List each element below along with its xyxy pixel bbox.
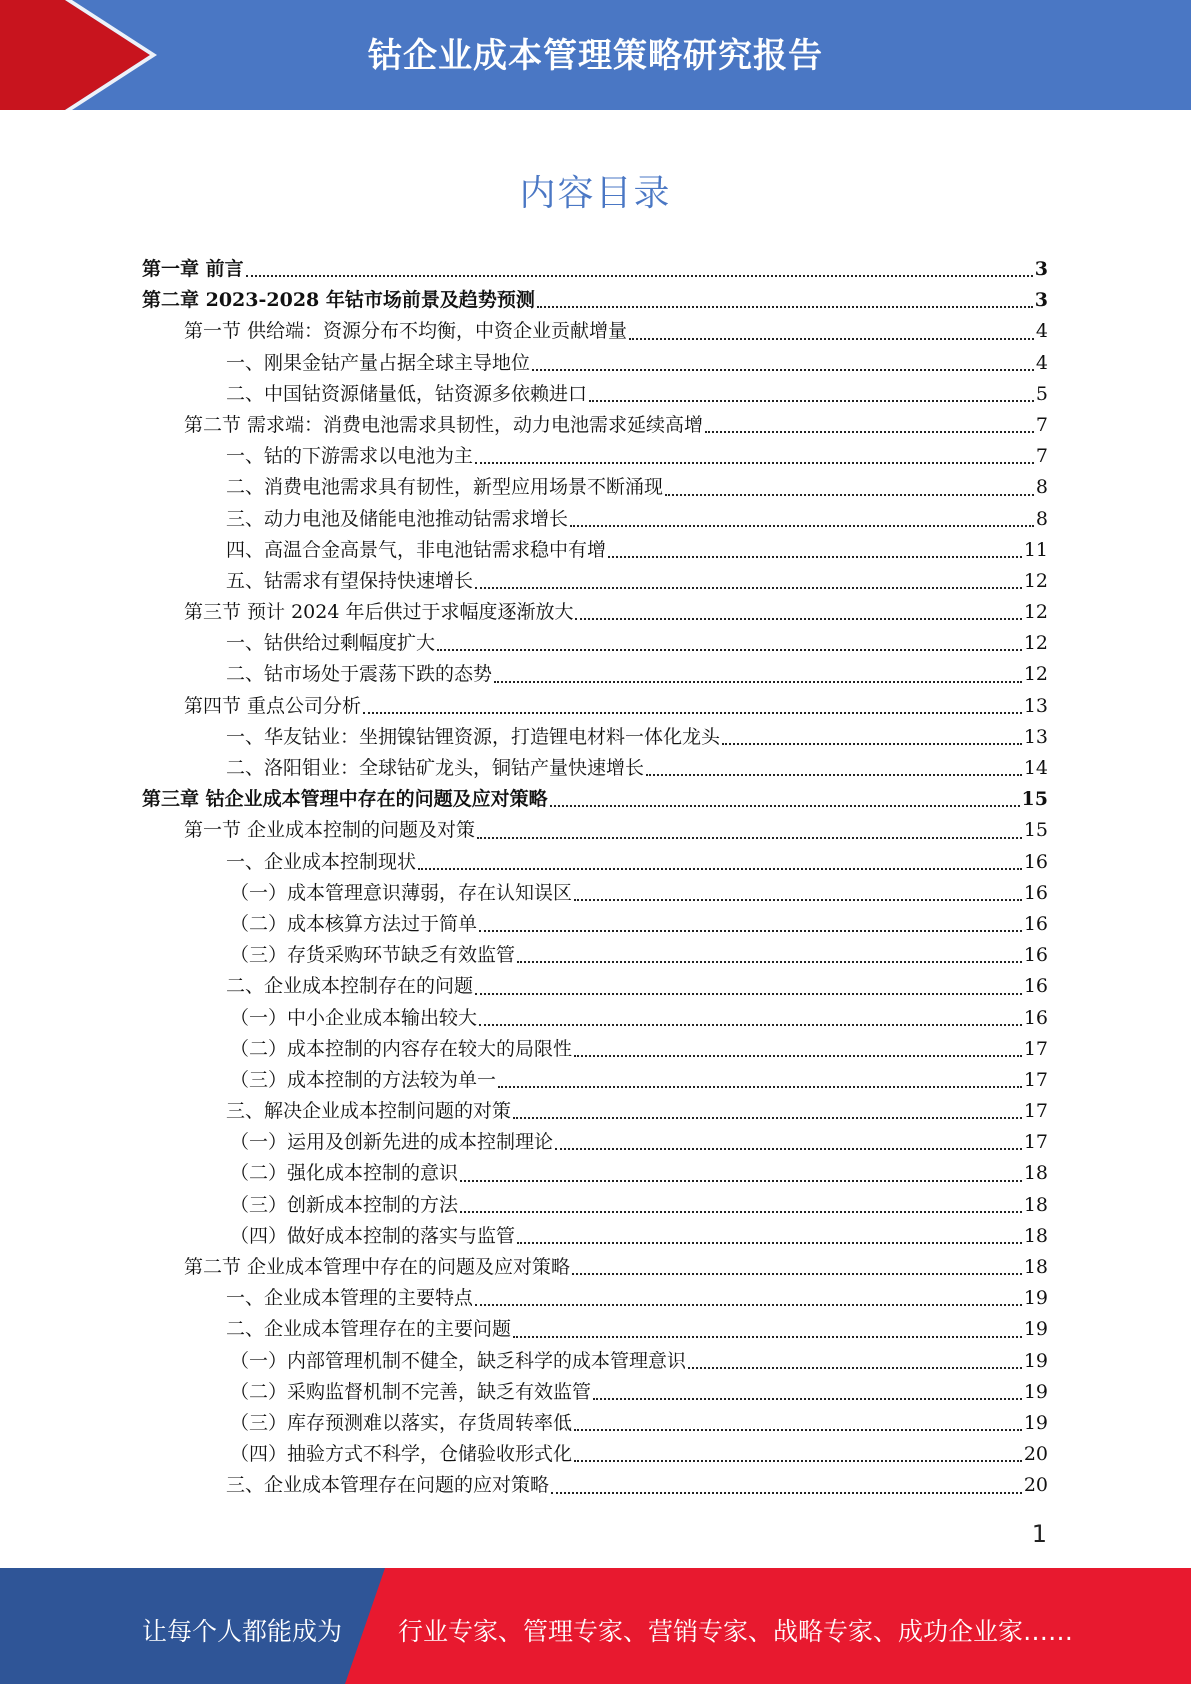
toc-entry-page: 18 bbox=[1023, 1162, 1048, 1185]
toc-entry-title: （三）存货采购环节缺乏有效监管 bbox=[230, 944, 516, 967]
toc-entry[interactable] bbox=[142, 348, 1048, 379]
toc-entry-title: 二、消费电池需求具有韧性，新型应用场景不断涌现 bbox=[226, 476, 664, 499]
toc-entry[interactable] bbox=[142, 971, 1048, 1002]
toc-entry-title: 第二章 2023-2028 年钴市场前景及趋势预测 bbox=[142, 289, 535, 312]
footer-slogan-left: 让每个人都能成为 bbox=[142, 1617, 343, 1646]
toc-leader-dots bbox=[537, 306, 1033, 308]
toc-entry[interactable] bbox=[142, 535, 1048, 566]
toc-entry-page: 19 bbox=[1023, 1318, 1048, 1341]
toc-leader-dots bbox=[629, 338, 1034, 340]
toc-leader-dots bbox=[575, 618, 1021, 620]
toc-leader-dots bbox=[479, 930, 1022, 932]
toc-entry-page: 14 bbox=[1023, 757, 1048, 779]
toc-entry[interactable] bbox=[142, 628, 1048, 659]
toc-leader-dots bbox=[498, 1086, 1022, 1088]
toc-leader-dots bbox=[475, 462, 1034, 464]
toc-entry[interactable] bbox=[142, 1034, 1048, 1065]
toc-entry-page: 12 bbox=[1023, 569, 1048, 592]
toc-entry[interactable] bbox=[142, 254, 1048, 285]
toc-entry[interactable] bbox=[142, 691, 1048, 722]
toc-entry-page: 8 bbox=[1035, 507, 1048, 530]
toc-entry-page: 17 bbox=[1023, 1131, 1048, 1154]
toc-leader-dots bbox=[551, 1492, 1022, 1494]
toc-entry-page: 13 bbox=[1023, 694, 1048, 717]
toc-entry-page: 19 bbox=[1023, 1411, 1048, 1434]
toc-entry-page: 16 bbox=[1023, 850, 1048, 873]
toc-entry[interactable] bbox=[142, 847, 1048, 878]
toc-leader-dots bbox=[550, 805, 1020, 807]
toc-leader-dots bbox=[705, 431, 1034, 433]
toc-entry-title: 第三节 预计 2024 年后供过于求幅度逐渐放大 bbox=[184, 601, 574, 624]
toc-entry[interactable] bbox=[142, 1158, 1048, 1189]
toc-leader-dots bbox=[418, 868, 1022, 870]
toc-entry[interactable] bbox=[142, 1377, 1048, 1408]
table-of-contents bbox=[142, 254, 1048, 1502]
toc-entry[interactable] bbox=[142, 316, 1048, 347]
toc-leader-dots bbox=[570, 525, 1034, 527]
toc-leader-dots bbox=[589, 400, 1034, 402]
toc-entry-title: 一、企业成本管理的主要特点 bbox=[226, 1287, 474, 1310]
toc-leader-dots bbox=[475, 993, 1022, 995]
toc-leader-dots bbox=[479, 1024, 1022, 1026]
toc-entry-page: 19 bbox=[1023, 1287, 1048, 1310]
toc-entry-page: 18 bbox=[1023, 1193, 1048, 1216]
toc-entry[interactable] bbox=[142, 1127, 1048, 1158]
toc-entry-title: 二、企业成本管理存在的主要问题 bbox=[226, 1318, 512, 1341]
toc-entry[interactable] bbox=[142, 1252, 1048, 1283]
toc-entry-title: （三）库存预测难以落实，存货周转率低 bbox=[230, 1411, 573, 1434]
toc-entry[interactable] bbox=[142, 566, 1048, 597]
toc-entry[interactable] bbox=[142, 1439, 1048, 1470]
toc-entry[interactable] bbox=[142, 909, 1048, 940]
toc-entry-page: 16 bbox=[1023, 912, 1048, 935]
toc-leader-dots bbox=[494, 681, 1022, 683]
toc-entry-title: 一、钴的下游需求以电池为主 bbox=[226, 445, 474, 468]
toc-entry-title: （一）中小企业成本输出较大 bbox=[230, 1006, 478, 1029]
toc-entry[interactable] bbox=[142, 1065, 1048, 1096]
toc-entry-page: 13 bbox=[1023, 725, 1048, 748]
toc-entry-title: 二、洛阳钼业：全球钴矿龙头，铜钴产量快速增长 bbox=[226, 757, 645, 779]
toc-entry-title: 三、企业成本管理存在问题的应对策略 bbox=[226, 1474, 550, 1497]
toc-leader-dots bbox=[517, 1242, 1022, 1244]
toc-leader-dots bbox=[574, 899, 1022, 901]
toc-entry[interactable] bbox=[142, 285, 1048, 316]
toc-entry-title: （三）创新成本控制的方法 bbox=[230, 1193, 459, 1216]
toc-entry-page: 3 bbox=[1034, 258, 1048, 280]
toc-entry-page: 18 bbox=[1023, 1224, 1048, 1247]
toc-entry[interactable] bbox=[142, 472, 1048, 503]
toc-leader-dots bbox=[513, 1117, 1022, 1119]
toc-entry-page: 4 bbox=[1035, 351, 1048, 374]
toc-entry-title: 第二节 企业成本管理中存在的问题及应对策略 bbox=[184, 1256, 571, 1278]
toc-entry-title: 第二节 需求端：消费电池需求具韧性，动力电池需求延续高增 bbox=[184, 413, 704, 436]
toc-leader-dots bbox=[532, 369, 1034, 371]
toc-entry-page: 4 bbox=[1035, 320, 1048, 343]
toc-entry-page: 7 bbox=[1035, 445, 1048, 468]
toc-entry[interactable] bbox=[142, 659, 1048, 690]
toc-entry[interactable] bbox=[142, 379, 1048, 410]
toc-leader-dots bbox=[475, 587, 1022, 589]
toc-entry-page: 20 bbox=[1023, 1474, 1048, 1497]
toc-leader-dots bbox=[574, 1429, 1022, 1431]
toc-leader-dots bbox=[437, 649, 1022, 651]
toc-entry-title: 第三章 钴企业成本管理中存在的问题及应对策略 bbox=[142, 788, 548, 811]
toc-leader-dots bbox=[688, 1367, 1022, 1369]
toc-entry-page: 7 bbox=[1035, 413, 1048, 436]
toc-leader-dots bbox=[460, 1180, 1022, 1182]
toc-entry-title: 一、刚果金钴产量占据全球主导地位 bbox=[226, 351, 531, 374]
toc-entry-title: 二、企业成本控制存在的问题 bbox=[226, 975, 474, 998]
toc-leader-dots bbox=[363, 712, 1022, 714]
toc-entry-title: （一）内部管理机制不健全，缺乏科学的成本管理意识 bbox=[230, 1349, 687, 1372]
report-title: 钴企业成本管理策略研究报告 bbox=[368, 36, 823, 76]
toc-leader-dots bbox=[475, 1304, 1022, 1306]
toc-leader-dots bbox=[646, 774, 1022, 776]
toc-entry[interactable] bbox=[142, 1003, 1048, 1034]
toc-entry-title: 一、华友钴业：坐拥镍钴锂资源，打造锂电材料一体化龙头 bbox=[226, 725, 721, 748]
toc-entry-page: 8 bbox=[1035, 476, 1048, 499]
toc-entry-title: 四、高温合金高景气，非电池钴需求稳中有增 bbox=[226, 538, 607, 561]
page-number: 1 bbox=[1031, 1520, 1047, 1548]
toc-entry-title: （一）运用及创新先进的成本控制理论 bbox=[230, 1131, 554, 1154]
toc-entry-page: 17 bbox=[1023, 1100, 1048, 1123]
toc-entry-title: 第一节 供给端：资源分布不均衡，中资企业贡献增量 bbox=[184, 320, 628, 343]
toc-entry-page: 16 bbox=[1023, 881, 1048, 904]
toc-entry[interactable] bbox=[142, 410, 1048, 441]
toc-entry[interactable] bbox=[142, 940, 1048, 971]
toc-entry-page: 19 bbox=[1023, 1380, 1048, 1403]
toc-entry-page: 15 bbox=[1021, 788, 1048, 811]
toc-leader-dots bbox=[477, 837, 1022, 839]
toc-entry-title: 第四节 重点公司分析 bbox=[184, 694, 362, 717]
toc-entry-title: 三、解决企业成本控制问题的对策 bbox=[226, 1100, 512, 1123]
toc-entry-page: 17 bbox=[1023, 1037, 1048, 1060]
toc-entry-title: 二、钴市场处于震荡下跌的态势 bbox=[226, 663, 493, 686]
toc-leader-dots bbox=[574, 1055, 1022, 1057]
toc-leader-dots bbox=[665, 494, 1034, 496]
footer-banner bbox=[0, 1568, 1191, 1684]
toc-entry[interactable] bbox=[142, 1408, 1048, 1439]
toc-entry-page: 12 bbox=[1023, 663, 1048, 686]
toc-entry-title: （三）成本控制的方法较为单一 bbox=[230, 1068, 497, 1091]
toc-entry[interactable] bbox=[142, 1314, 1048, 1345]
toc-entry[interactable] bbox=[142, 1190, 1048, 1221]
toc-entry[interactable] bbox=[142, 1283, 1048, 1314]
toc-entry-title: （四）抽验方式不科学，仓储验收形式化 bbox=[230, 1443, 573, 1466]
toc-entry[interactable] bbox=[142, 1346, 1048, 1377]
toc-entry-title: （二）成本控制的内容存在较大的局限性 bbox=[230, 1037, 573, 1060]
toc-entry[interactable] bbox=[142, 504, 1048, 535]
toc-entry-page: 5 bbox=[1035, 382, 1048, 405]
toc-entry-title: 第一节 企业成本控制的问题及对策 bbox=[184, 819, 476, 842]
toc-leader-dots bbox=[517, 961, 1022, 963]
toc-leader-dots bbox=[608, 556, 1022, 558]
toc-entry-title: （二）采购监督机制不完善，缺乏有效监管 bbox=[230, 1380, 592, 1403]
toc-leader-dots bbox=[593, 1398, 1022, 1400]
toc-entry-title: 二、中国钴资源储量低，钴资源多依赖进口 bbox=[226, 382, 588, 405]
toc-entry[interactable] bbox=[142, 815, 1048, 846]
toc-entry-page: 12 bbox=[1023, 601, 1048, 624]
toc-entry[interactable] bbox=[142, 722, 1048, 753]
toc-entry-title: （二）成本核算方法过于简单 bbox=[230, 912, 478, 935]
toc-entry-title: （四）做好成本控制的落实与监管 bbox=[230, 1224, 516, 1247]
toc-entry-title: 三、动力电池及储能电池推动钴需求增长 bbox=[226, 507, 569, 530]
toc-entry-page: 11 bbox=[1023, 538, 1048, 561]
header-banner bbox=[0, 0, 1191, 110]
toc-leader-dots bbox=[722, 743, 1022, 745]
toc-entry[interactable] bbox=[142, 1470, 1048, 1501]
toc-entry-page: 18 bbox=[1023, 1256, 1048, 1278]
toc-entry-page: 17 bbox=[1023, 1068, 1048, 1091]
toc-leader-dots bbox=[572, 1273, 1022, 1275]
footer-slogan-right: 行业专家、管理专家、营销专家、战略专家、成功企业家…… bbox=[398, 1617, 1074, 1646]
toc-entry-title: 第一章 前言 bbox=[142, 258, 244, 280]
toc-entry-title: （一）成本管理意识薄弱，存在认知误区 bbox=[230, 881, 573, 904]
toc-entry-page: 16 bbox=[1023, 975, 1048, 998]
toc-entry-page: 19 bbox=[1023, 1349, 1048, 1372]
toc-leader-dots bbox=[574, 1460, 1022, 1462]
toc-entry[interactable] bbox=[142, 878, 1048, 909]
toc-entry[interactable] bbox=[142, 597, 1048, 628]
toc-entry-page: 15 bbox=[1023, 819, 1048, 842]
toc-entry-page: 16 bbox=[1023, 944, 1048, 967]
toc-leader-dots bbox=[513, 1336, 1022, 1338]
toc-entry[interactable] bbox=[142, 1096, 1048, 1127]
toc-entry-page: 20 bbox=[1023, 1443, 1048, 1466]
toc-leader-dots bbox=[460, 1211, 1022, 1213]
toc-entry[interactable] bbox=[142, 441, 1048, 472]
toc-entry-title: 一、企业成本控制现状 bbox=[226, 850, 417, 873]
toc-entry[interactable] bbox=[142, 1221, 1048, 1252]
toc-leader-dots bbox=[555, 1148, 1022, 1150]
toc-entry-page: 3 bbox=[1034, 289, 1048, 312]
toc-entry[interactable] bbox=[142, 784, 1048, 815]
toc-entry-title: 一、钴供给过剩幅度扩大 bbox=[226, 632, 436, 655]
toc-heading: 内容目录 bbox=[519, 173, 672, 214]
toc-entry-page: 16 bbox=[1023, 1006, 1048, 1029]
toc-entry-title: （二）强化成本控制的意识 bbox=[230, 1162, 459, 1185]
toc-entry[interactable] bbox=[142, 753, 1048, 784]
toc-entry-title: 五、钴需求有望保持快速增长 bbox=[226, 569, 474, 592]
toc-leader-dots bbox=[246, 275, 1033, 277]
toc-entry-page: 12 bbox=[1023, 632, 1048, 655]
